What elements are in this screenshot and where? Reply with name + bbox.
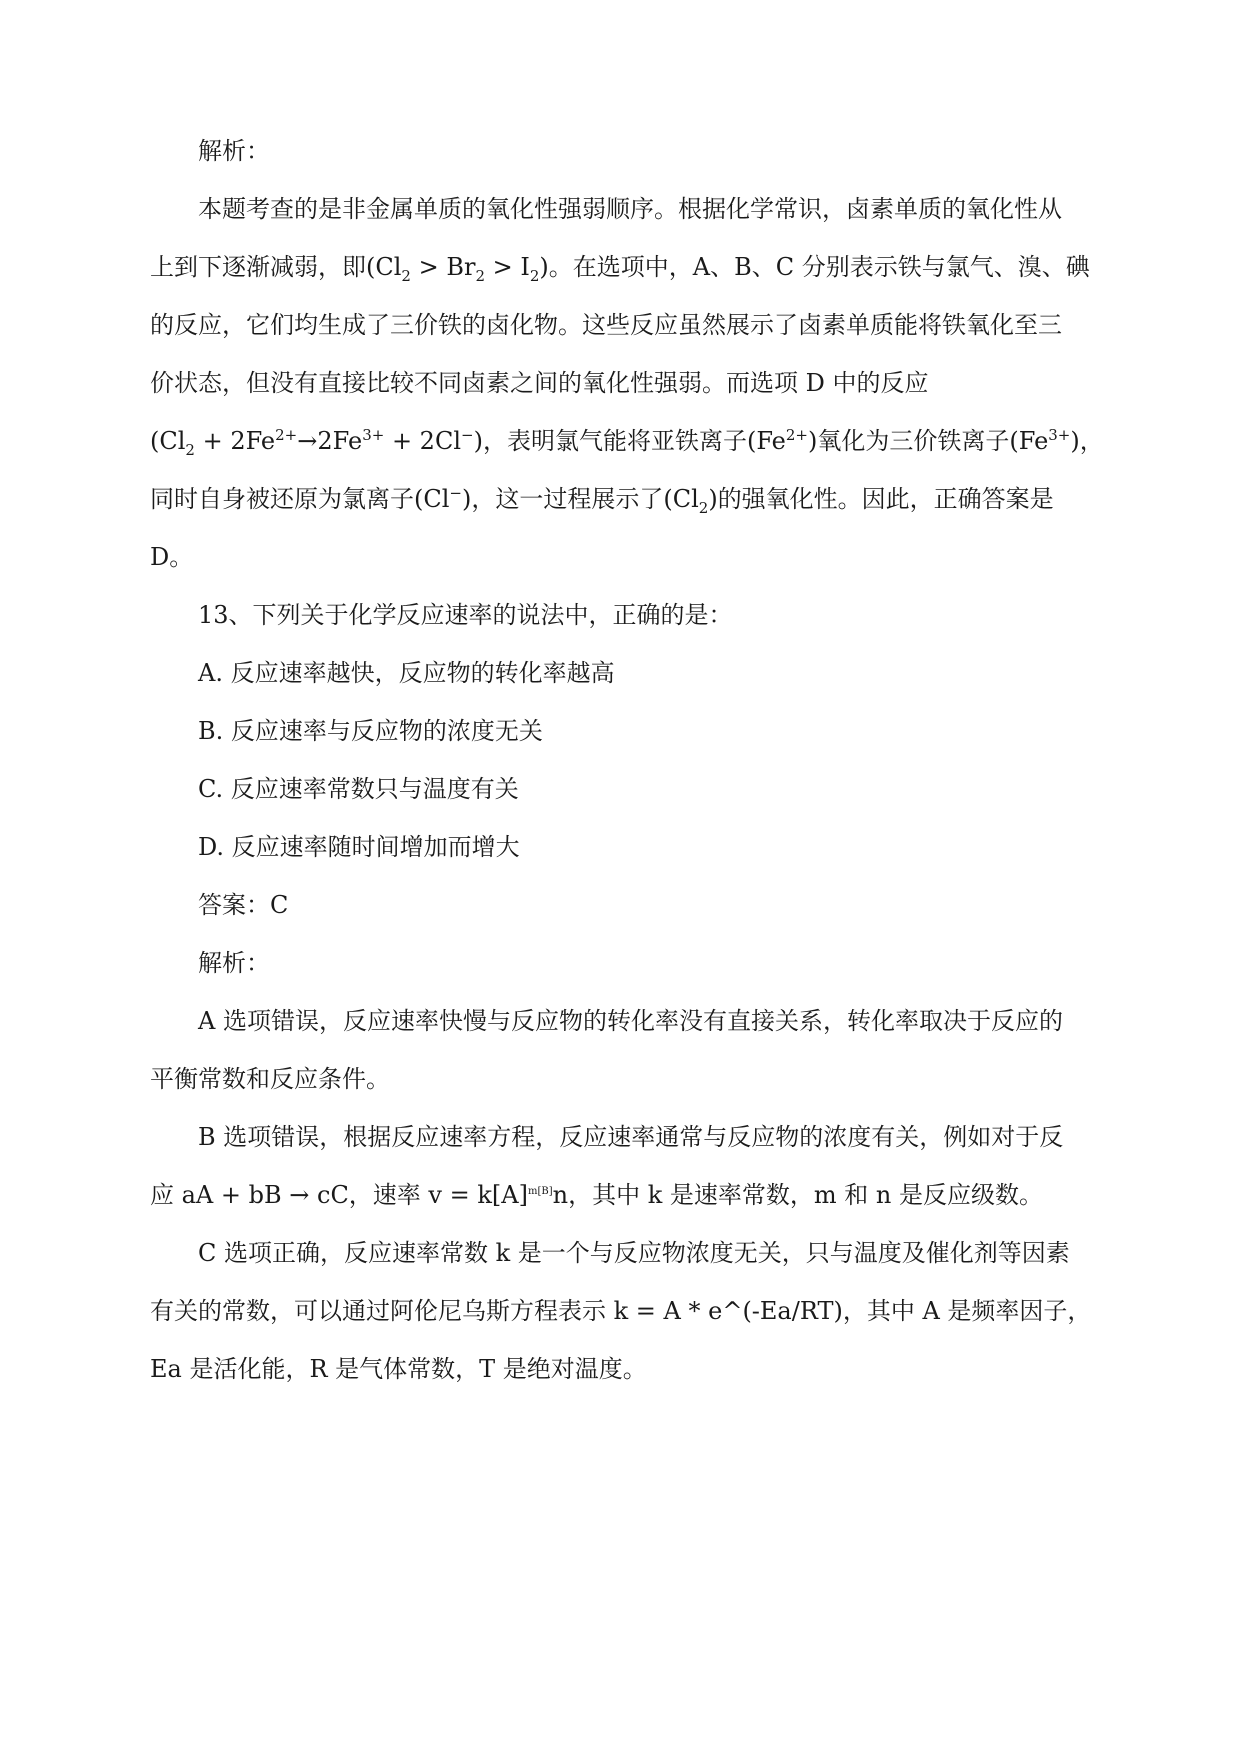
text-run: 的强氧化性。因此，正确答案是	[717, 485, 1054, 513]
chloride-ion-formula: (Cl−)	[414, 484, 472, 513]
paragraph-line	[150, 250, 1095, 284]
text-run: 应 aA + bB → cC，速率 v = k[A]	[150, 1181, 528, 1209]
ferrous-ion-formula: $(Fe^{2+})$	[746, 426, 818, 455]
paragraph-line	[150, 1178, 1095, 1212]
paragraph-line: C 选项正确，反应速率常数 k 是一个与反应物浓度无关，只与温度及催化剂等因素	[198, 1239, 1070, 1267]
paragraph-line	[150, 482, 1095, 516]
text-run: ，这一过程展示了	[471, 485, 664, 513]
paragraph-line	[150, 424, 1104, 459]
option-d: D. 反应速率随时间增加而增大	[198, 833, 520, 861]
paragraph-line: Ea 是活化能，R 是气体常数，T 是绝对温度。	[150, 1355, 647, 1383]
paragraph-line: 本题考查的是非金属单质的氧化性强弱顺序。根据化学常识，卤素单质的氧化性从	[198, 195, 1062, 223]
option-b: B. 反应速率与反应物的浓度无关	[198, 717, 543, 745]
text-run: 上到下逐渐减弱，即	[150, 253, 366, 281]
answer: 答案：C	[198, 891, 289, 919]
text-run: 。在选项中，A、B、C 分别表示铁与氯气、溴、碘	[548, 253, 1090, 281]
analysis-heading: 解析：	[198, 137, 270, 165]
rate-exponent: m[B]	[527, 1186, 553, 1197]
paragraph-line: 平衡常数和反应条件。	[150, 1065, 390, 1093]
text-run: 同时自身被还原为氯离子	[150, 485, 414, 513]
text-run: n，其中 k 是速率常数，m 和 n 是反应级数。	[552, 1181, 1043, 1209]
ferric-ion-formula: $(Fe^{3+})$	[1009, 426, 1080, 455]
option-a: A. 反应速率越快，反应物的转化率越高	[198, 659, 615, 687]
paragraph-line: 价状态，但没有直接比较不同卤素之间的氧化性强弱。而选项 D 中的反应	[150, 369, 929, 397]
paragraph-line: 的反应，它们均生成了三价铁的卤化物。这些反应虽然展示了卤素单质能将铁氧化至三	[150, 311, 1062, 339]
paragraph-line: 有关的常数，可以通过阿伦尼乌斯方程表示 k = A * e^(-Ea/RT)，其中 A 是频率因子，	[150, 1297, 1092, 1325]
paragraph-line: A 选项错误，反应速率快慢与反应物的转化率没有直接关系，转化率取决于反应的	[198, 1007, 1063, 1035]
text-run: ，	[1079, 427, 1104, 455]
question-13: 13、下列关于化学反应速率的说法中，正确的是：	[198, 601, 733, 629]
reaction-formula: $(Cl_2 + 2Fe^{2+}\to 2Fe^{3+} + 2Cl^-)$	[150, 426, 483, 459]
text-run: 氧化为三价铁离子	[817, 427, 1010, 455]
halogen-order-formula: $(Cl_2 > Br_2 > I_2)$	[366, 253, 549, 285]
analysis-heading: 解析：	[198, 949, 270, 977]
text-run: ，表明氯气能将亚铁离子	[482, 427, 747, 455]
option-c: C. 反应速率常数只与温度有关	[198, 775, 519, 803]
chlorine-formula: $(Cl_2)$	[663, 485, 718, 517]
paragraph-line: B 选项错误，根据反应速率方程，反应速率通常与反应物的浓度有关，例如对于反	[198, 1123, 1064, 1151]
paragraph-line: D。	[150, 543, 194, 571]
